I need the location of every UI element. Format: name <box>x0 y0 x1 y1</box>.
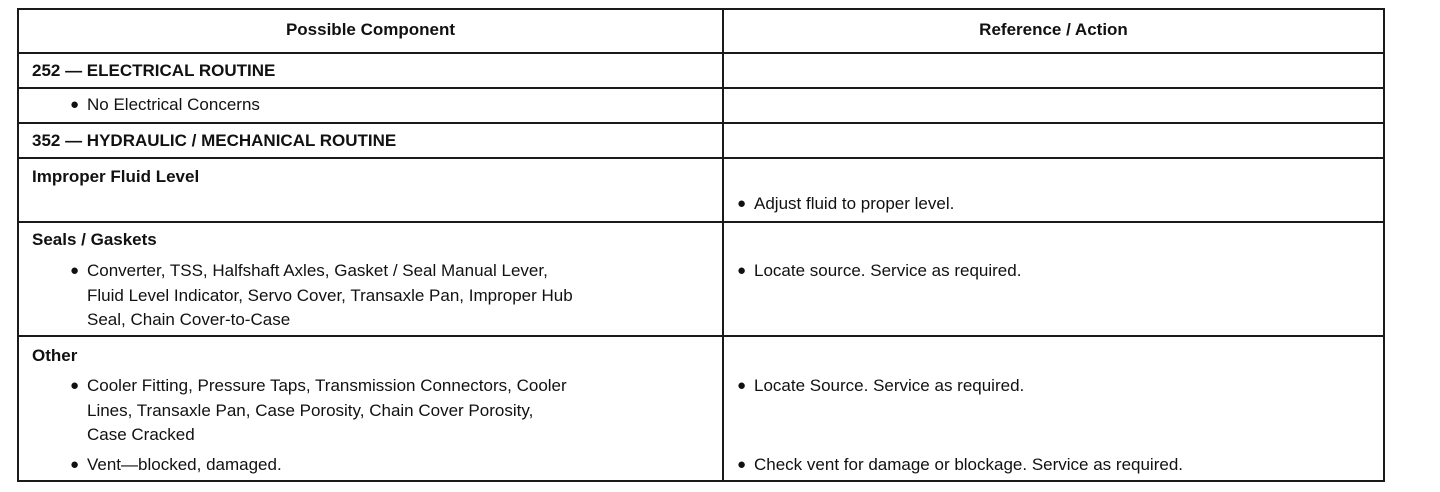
column-header-possible-component: Possible Component <box>285 20 456 39</box>
action-item: ● Locate Source. Service as required. <box>737 374 1024 399</box>
diagnostic-table <box>17 8 1385 482</box>
table-row <box>19 159 1383 223</box>
bullet-icon: ● <box>70 262 80 279</box>
table-row <box>19 54 1383 89</box>
header-cell-action <box>724 10 1383 52</box>
bullet-icon: ● <box>70 377 80 394</box>
list-item: ● Converter, TSS, Halfshaft Axles, Gasket / Seal Manual Lever, Fluid Level Indicator, Servo Cover, Transaxle Pan, Improper Hub Seal, Chain Cover-to-Case <box>70 261 573 329</box>
action-item: ● Check vent for damage or blockage. Service as required. <box>737 453 1183 478</box>
table-row <box>19 124 1383 159</box>
bullet-icon: ● <box>737 195 747 212</box>
bullet-icon: ● <box>737 456 747 473</box>
table-row <box>19 337 1383 482</box>
action-item: ● Adjust fluid to proper level. <box>737 192 954 217</box>
section-title-electrical: 252 — ELECTRICAL ROUTINE <box>32 61 276 80</box>
column-header-reference-action: Reference / Action <box>979 20 1128 39</box>
table-row <box>19 89 1383 124</box>
table-row <box>19 223 1383 337</box>
section-title-other: Other <box>32 346 78 365</box>
list-item: ● Vent—blocked, damaged. <box>70 453 282 478</box>
list-item: ● No Electrical Concerns <box>70 93 260 118</box>
section-title-hydraulic: 352 — HYDRAULIC / MECHANICAL ROUTINE <box>32 131 397 150</box>
list-item: ● Cooler Fitting, Pressure Taps, Transmission Connectors, Cooler Lines, Transaxle Pan, Case Porosity, Chain Cover Porosity, Case Cracked <box>70 376 567 444</box>
action-item: ● Locate source. Service as required. <box>737 259 1021 284</box>
section-title-fluid-level: Improper Fluid Level <box>32 167 200 186</box>
section-title-seals-gaskets: Seals / Gaskets <box>32 230 157 249</box>
bullet-icon: ● <box>70 96 80 113</box>
header-cell-component <box>19 10 724 52</box>
table-header-row <box>19 10 1383 54</box>
bullet-icon: ● <box>70 456 80 473</box>
bullet-icon: ● <box>737 262 747 279</box>
bullet-icon: ● <box>737 377 747 394</box>
